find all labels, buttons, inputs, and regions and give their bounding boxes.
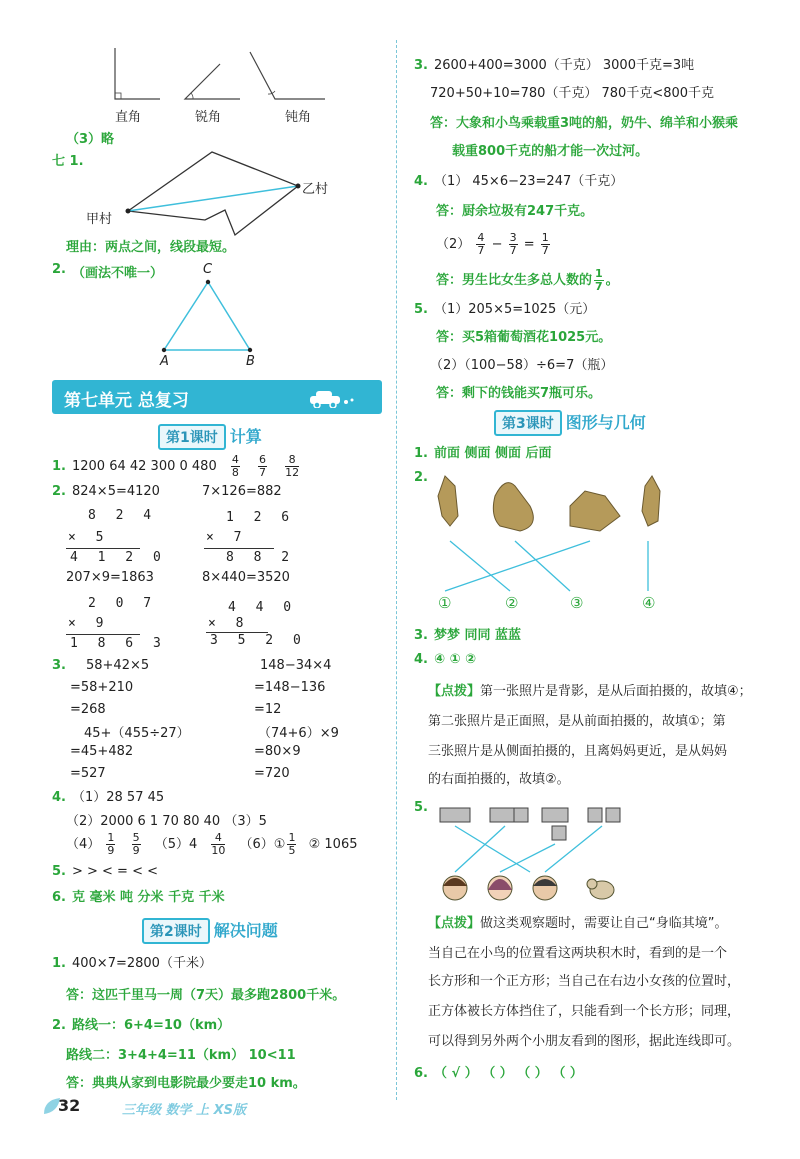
c1-number: 1. xyxy=(52,459,66,474)
c4-l1: 4. （1）28 57 45 xyxy=(52,790,165,805)
c2-v4a: 4 4 0 xyxy=(228,600,298,615)
c1-frac1: $\frac{4}{8}$ xyxy=(231,453,239,479)
page-number: 32 xyxy=(58,1096,81,1115)
r-s5-l1: 5. （1）205×5=1025（元） xyxy=(414,302,596,317)
s1-eq: 1. 400×7=2800（千米） xyxy=(52,956,212,971)
c2-line1: 2. 824×5=4120 xyxy=(52,484,160,499)
lesson3-heading xyxy=(494,410,646,432)
q7-2-number: 2. xyxy=(52,262,66,277)
g6-line: 6. （ √ ） （ ） （ ） （ ） xyxy=(414,1066,583,1081)
c3-d3: =720 xyxy=(254,766,290,781)
g2-circle2: ② xyxy=(505,594,519,612)
c2-v4c: 3 5 2 0 xyxy=(210,633,307,648)
blocks-and-kids-figure xyxy=(430,800,680,910)
g3-line: 3. 梦梦 同同 蓝蓝 xyxy=(414,628,522,643)
c2-v2a: 1 2 6 xyxy=(226,510,296,525)
c2-v4b: × 8 xyxy=(208,616,250,631)
tip2-l4: 正方体被长方体挡住了，只能看到一个长方形；同理， xyxy=(428,1004,741,1019)
g5-number: 5. xyxy=(414,800,428,815)
c2-v1a: 8 2 4 xyxy=(88,508,158,523)
triangle-figure xyxy=(150,270,270,360)
c3-c2: =45+482 xyxy=(70,744,134,759)
s2-r1: 2. 路线一：6+4=10（km） xyxy=(52,1018,231,1033)
tip1-l3: 三张照片是从侧面拍摄的，且离妈妈更近，是从妈妈 xyxy=(428,744,728,759)
c3-d2: =80×9 xyxy=(254,744,301,759)
lesson3-badge: 第3课时 xyxy=(494,410,562,436)
lesson2-badge: 第2课时 xyxy=(142,918,210,944)
angle-label-obtuse: 钝角 xyxy=(285,110,312,125)
c3-b3: =12 xyxy=(254,702,282,717)
r-s5-l2: （2）（100−58）÷6=7（瓶） xyxy=(430,358,614,373)
g2-circle1: ① xyxy=(438,594,452,612)
r-s4-a2: 答：男生比女生多总人数的 $\frac{1}{7}$ 。 xyxy=(436,267,619,293)
c2-v2-line xyxy=(204,548,274,549)
q7-1-reason: 理由：两点之间，线段最短。 xyxy=(66,240,236,255)
tip2-l5: 可以得到另外两个小朋友看到的图形，据此连线即可。 xyxy=(428,1034,741,1049)
village-a-label: 甲村 xyxy=(86,212,113,227)
lesson3-name: 图形与几何 xyxy=(565,413,646,432)
vertex-a: A xyxy=(160,354,169,369)
r-s4-a1: 答：厨余垃圾有247千克。 xyxy=(436,204,594,219)
r-s3-l1: 3. 2600+400=3000（千克） 3000千克=3吨 xyxy=(414,58,695,73)
c3-d1: （74+6）×9 xyxy=(258,726,339,741)
c1-line xyxy=(52,454,301,479)
r-s3-a1: 答：大象和小鸟乘载重3吨的船，奶牛、绵羊和小猴乘 xyxy=(430,116,739,131)
lesson1-badge: 第1课时 xyxy=(158,424,226,450)
c3-a2: =58+210 xyxy=(70,680,134,695)
lesson2-name: 解决问题 xyxy=(213,921,278,940)
g2-number: 2. xyxy=(414,470,428,485)
tip1-l4: 的右面拍摄的，故填②。 xyxy=(428,772,570,787)
r-s5-a1: 答：买5箱葡萄酒花1025元。 xyxy=(436,330,612,345)
unit-banner xyxy=(52,380,382,414)
g1-line: 1. 前面 侧面 侧面 后面 xyxy=(414,446,552,461)
c2-v1c: 4 1 2 0 xyxy=(70,550,167,565)
c2-eq3: 207×9=1863 xyxy=(66,570,154,585)
c2-v1b: × 5 xyxy=(68,530,110,545)
c2-v3c: 1 8 6 3 xyxy=(70,636,167,651)
q7-1-number: 七 1. xyxy=(52,154,84,169)
c1-frac2: $\frac{6}{7}$ xyxy=(259,453,266,479)
s2-r2: 路线二：3+4+4=11（km） 10<11 xyxy=(66,1048,296,1063)
angles-figure xyxy=(100,44,340,106)
c2-eq4: 8×440=3520 xyxy=(202,570,290,585)
s1-answer: 答：这匹千里马一周（7天）最多跑2800千米。 xyxy=(66,988,346,1003)
c5-line: 5. > > < = < < xyxy=(52,864,159,879)
c3-a1: 3. 58+42×5 xyxy=(52,658,150,673)
lesson1-name: 计算 xyxy=(229,427,262,446)
c1-frac3: $\frac{8}{12}$ xyxy=(285,453,300,479)
tip2-l2: 当自己在小鸟的位置看这两块积木时，看到的是一个 xyxy=(428,946,728,961)
c2-eq2: 7×126=882 xyxy=(202,484,282,499)
s2-answer: 答：典典从家到电影院最少要走10 km。 xyxy=(66,1076,306,1091)
column-divider xyxy=(396,40,397,1100)
c2-v3a: 2 0 7 xyxy=(88,596,158,611)
c2-v3b: × 9 xyxy=(68,616,110,631)
c3-b1: 148−34×4 xyxy=(260,658,332,673)
lesson2-heading xyxy=(142,918,278,940)
c3-a3: =268 xyxy=(70,702,106,717)
r-s4-l2: （2） $\frac{4}{7}$ − $\frac{3}{7}$ = $\frac{1}{7}$ xyxy=(436,231,549,257)
car-icon xyxy=(306,388,356,408)
c2-v2b: × 7 xyxy=(206,530,248,545)
g2-circle3: ③ xyxy=(570,594,584,612)
villages-figure xyxy=(120,148,310,238)
c3-c1: 45+（455÷27） xyxy=(84,726,190,741)
village-b-label: 乙村 xyxy=(302,182,329,197)
q3-answer: （3）略 xyxy=(66,132,115,147)
c6-line: 6. 克 毫米 吨 分米 千克 千米 xyxy=(52,890,225,905)
g2-circle4: ④ xyxy=(642,594,656,612)
r-s3-l2: 720+50+10=780（千克） 780千克<800千克 xyxy=(430,86,715,101)
r-s3-a2: 载重800千克的船才能一次过河。 xyxy=(452,144,649,159)
tip1-l2: 第二张照片是正面照，是从前面拍摄的，故填①；第 xyxy=(428,714,726,729)
vertex-b: B xyxy=(246,354,255,369)
angle-label-acute: 锐角 xyxy=(195,110,222,125)
c2-v1-line xyxy=(66,548,140,549)
angle-label-right: 直角 xyxy=(115,110,142,125)
c2-v3-line xyxy=(66,634,140,635)
c1-text: 1200 64 42 300 0 480 xyxy=(71,459,217,474)
footer-text: 三年级 数学 上 XS版 xyxy=(122,1103,246,1118)
unit-title: 第七单元 总复习 xyxy=(64,391,189,411)
c3-b2: =148−136 xyxy=(254,680,326,695)
tip1-l1: 【点拨】第一张照片是背影，是从后面拍摄的，故填④； xyxy=(428,684,752,699)
lesson1-heading xyxy=(158,424,262,446)
bronze-horse-photos xyxy=(420,466,680,596)
g4-line: 4. ④ ① ② xyxy=(414,652,477,667)
c4-l3: （4） $\frac{1}{9}$ $\frac{5}{9}$ （5）4 $\frac{4}{10}$ （6）① $\frac{1}{5}$ ② 1065 xyxy=(66,831,358,857)
tip2-l1: 【点拨】做这类观察题时，需要让自己“身临其境”。 xyxy=(428,916,728,931)
r-s5-a2: 答：剩下的钱能买7瓶可乐。 xyxy=(436,386,602,401)
q7-2-text: （画法不唯一） xyxy=(72,266,164,281)
c4-l2: （2）2000 6 1 70 80 40 （3）5 xyxy=(66,814,267,829)
tip2-l3: 长方形和一个正方形；当自己在右边小女孩的位置时， xyxy=(428,974,741,989)
c3-c3: =527 xyxy=(70,766,106,781)
vertex-c: C xyxy=(203,262,213,277)
r-s4-l1: 4. （1） 45×6−23=247（千克） xyxy=(414,174,624,189)
c2-v2c: 8 8 2 xyxy=(226,550,296,565)
